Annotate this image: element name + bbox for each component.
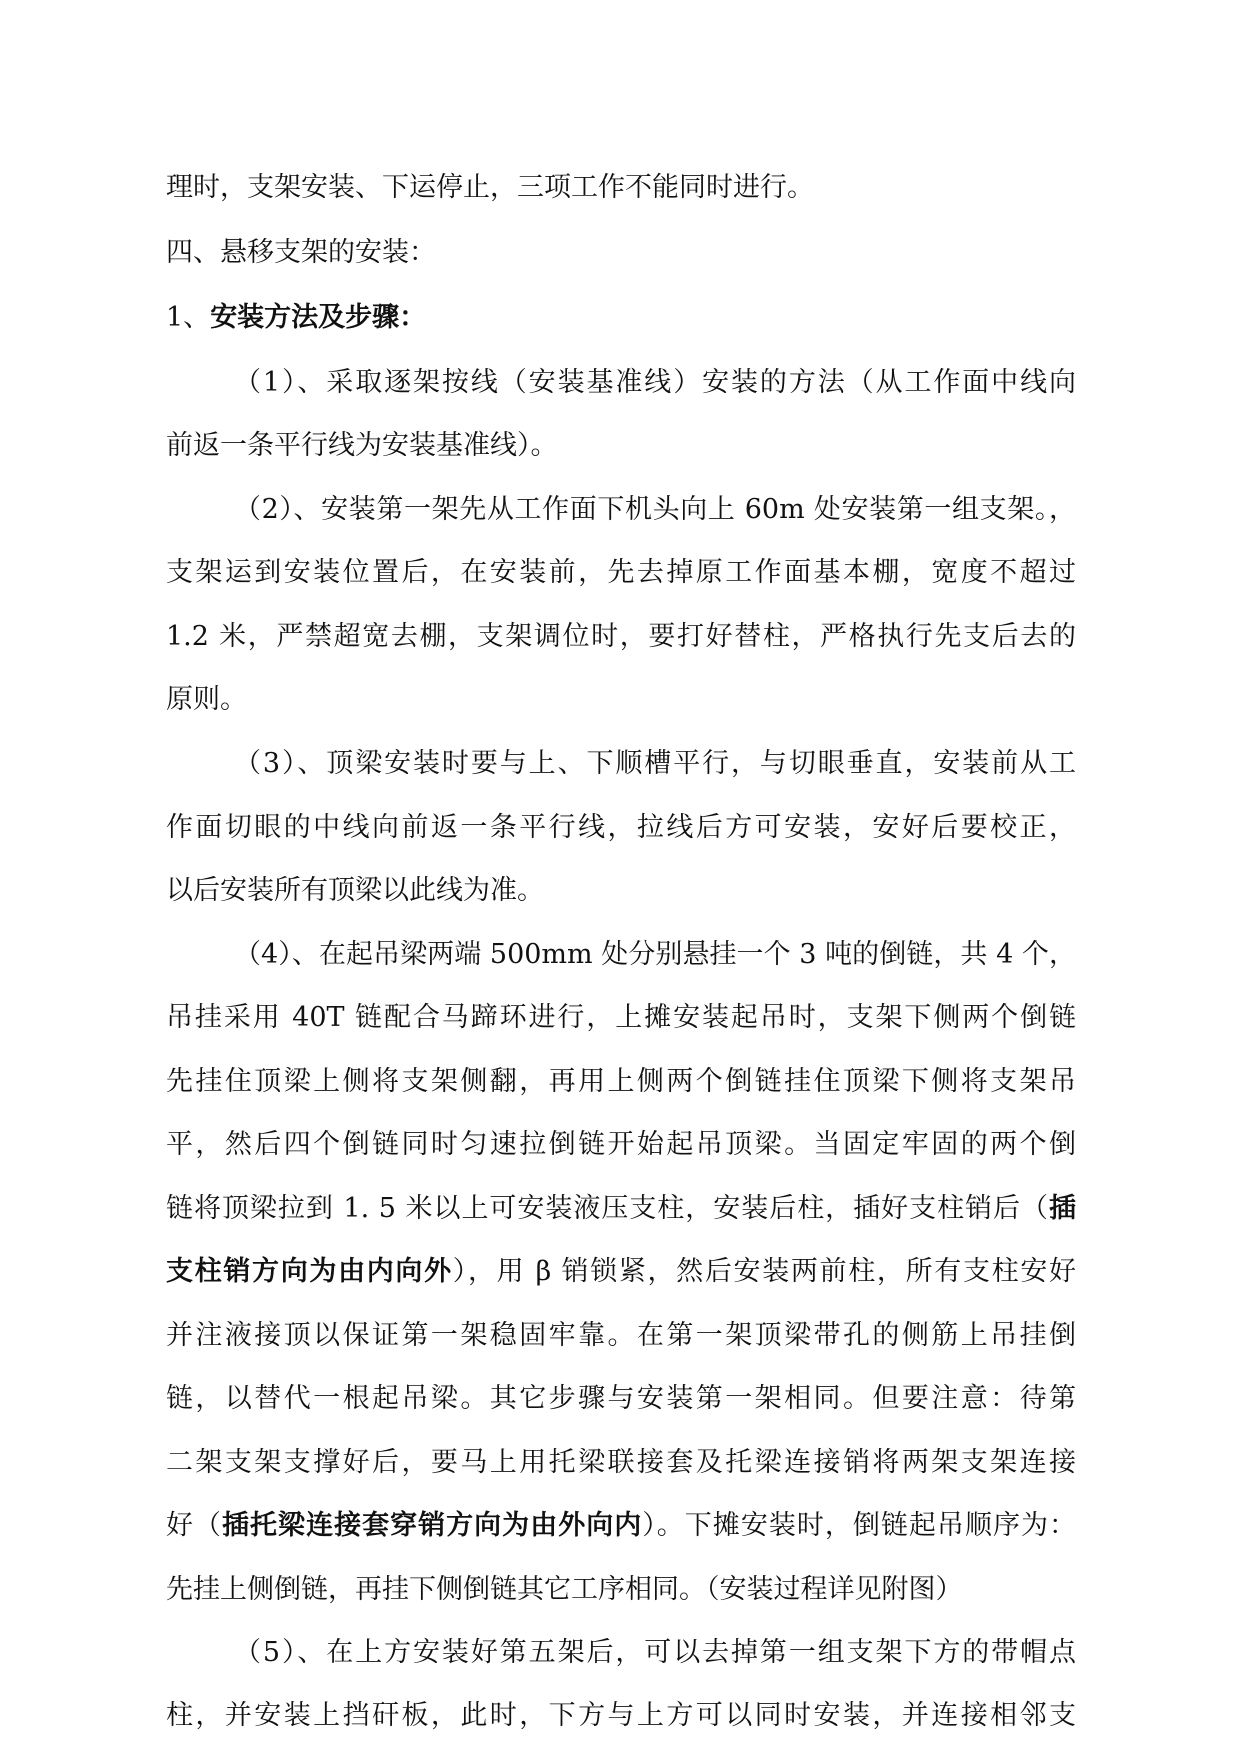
text-line: 并注液接顶以保证第一架稳固牢靠。在第一架顶梁带孔的侧筋上吊挂倒 [166, 1320, 1076, 1351]
emphasis-text: 支柱销方向为由内向外 [166, 1256, 453, 1287]
text-line: 支架运到安装位置后，在安装前，先去掉原工作面基本棚，宽度不超过 [166, 557, 1076, 588]
text-line: 理时，支架安装、下运停止，三项工作不能同时进行。 [166, 172, 814, 203]
text-run: 链将顶梁拉到 1. 5 米以上可安装液压支柱，安装后柱，插好支柱销后（ [166, 1193, 1049, 1224]
text-line: 先挂上侧倒链，再挂下侧倒链其它工序相同。（安装过程详见附图） [166, 1574, 963, 1605]
text-line: 以后安装所有顶梁以此线为准。 [166, 875, 544, 906]
text-line: （1）、采取逐架按线（安装基准线）安装的方法（从工作面中线向 [234, 367, 1076, 398]
heading-number: 1、 [166, 302, 211, 333]
text-line [166, 1189, 1076, 1229]
text-line: 原则。 [166, 684, 247, 715]
text-line: 平，然后四个倒链同时匀速拉倒链开始起吊顶梁。当固定牢固的两个倒 [166, 1129, 1076, 1160]
text-line [166, 1506, 1076, 1546]
text-line: （4）、在起吊梁两端 500mm 处分别悬挂一个 3 吨的倒链，共 4 个， [234, 939, 1076, 970]
text-run: ），用 β 销锁紧，然后安装两前柱，所有支柱安好 [452, 1256, 1076, 1287]
text-line: 1.2 米，严禁超宽去棚，支架调位时，要打好替柱，严格执行先支后去的 [166, 621, 1076, 652]
text-run: 好（ [166, 1510, 223, 1541]
heading-title: 安装方法及步骤： [210, 302, 427, 333]
text-line [166, 1252, 1076, 1292]
text-line: 前返一条平行线为安装基准线）。 [166, 430, 558, 461]
emphasis-text: 插托梁连接套穿销方向为由外向内 [222, 1510, 643, 1541]
subsection-heading [166, 298, 1076, 338]
text-line: 二架支架支撑好后，要马上用托梁联接套及托梁连接销将两架支架连接 [166, 1447, 1076, 1478]
text-line: （2）、安装第一架先从工作面下机头向上 60m 处安装第一组支架。， [234, 494, 1076, 525]
text-run: ）。下摊安装时，倒链起吊顺序为： [642, 1510, 1076, 1541]
emphasis-text: 插 [1049, 1193, 1076, 1224]
section-heading: 四、悬移支架的安装： [166, 237, 436, 268]
text-line: 链，以替代一根起吊梁。其它步骤与安装第一架相同。但要注意：待第 [166, 1383, 1076, 1414]
text-line: （5）、在上方安装好第五架后，可以去掉第一组支架下方的带帽点 [234, 1637, 1076, 1668]
text-line: 作面切眼的中线向前返一条平行线，拉线后方可安装，安好后要校正， [166, 812, 1076, 843]
text-line: 柱，并安装上挡矸板，此时，下方与上方可以同时安装，并连接相邻支 [166, 1700, 1076, 1731]
text-line: 先挂住顶梁上侧将支架侧翻，再用上侧两个倒链挂住顶梁下侧将支架吊 [166, 1066, 1076, 1097]
text-line: 吊挂采用 40T 链配合马蹄环进行，上摊安装起吊时，支架下侧两个倒链 [166, 1002, 1076, 1033]
text-line: （3）、顶梁安装时要与上、下顺槽平行，与切眼垂直，安装前从工 [234, 748, 1076, 779]
